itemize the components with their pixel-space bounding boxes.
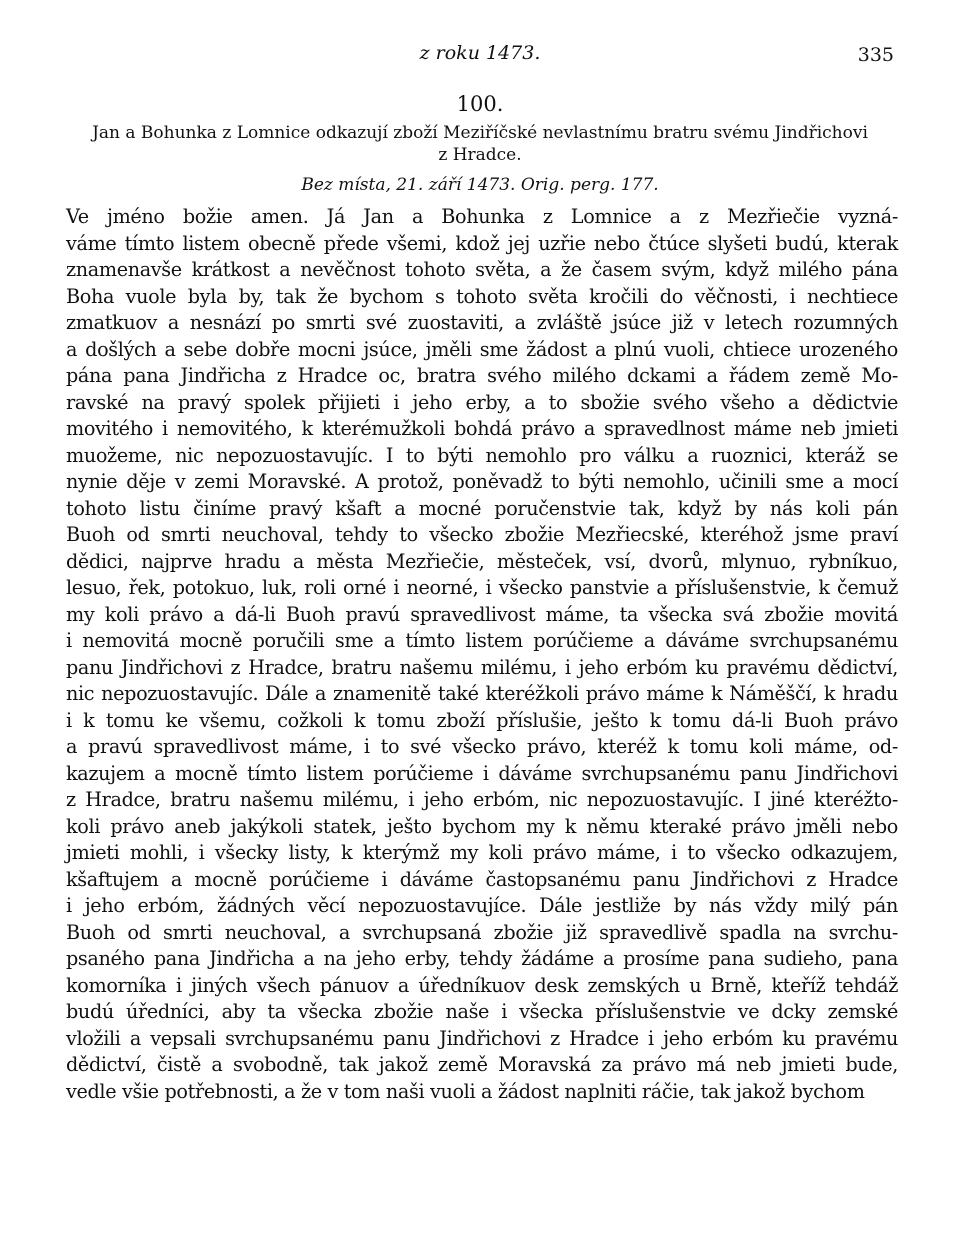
body-line: jmieti mohli, i všecky listy, k kterýmž my koli právo máme, i to všecko odkazujem,	[66, 841, 898, 864]
page-number: 335	[857, 44, 894, 66]
running-head	[66, 42, 894, 72]
body-line: nic nepozuostavujíc. Dále a znamenitě také kteréžkoli právo máme k Náměščí, k hradu	[66, 682, 898, 705]
body-line: movitého i nemovitého, k kterémužkoli bohdá právo a spravedlnost máme neb jmieti	[66, 417, 898, 440]
body-line: Buoh od smrti neuchoval, tehdy to všecko zbožie Mezřiecské, kteréhož jsme praví	[66, 523, 898, 546]
body-line: tohoto listu činíme pravý kšaft a mocné poručenstvie tak, když by nás koli pán	[66, 496, 898, 520]
body-line: koli právo aneb jakýkoli statek, ješto bychom my k němu kteraké právo jměli nebo	[66, 814, 898, 838]
body-line: a došlých a sebe dobře mocni jsúce, jměli sme žádost a plnú vuoli, chtiece urozeného	[66, 337, 898, 361]
body-line: vedle všie potřebnosti, a že v tom naši vuoli a žádost naplniti ráčie, tak jakož bychom	[66, 1079, 865, 1103]
body-line: dědictví, čistě a svobodně, tak jakož země Moravská za právo má neb jmieti bude,	[66, 1053, 898, 1076]
body-line: Boha vuole byla by, tak že bychom s tohoto světa kročili do věčnosti, i nechtiece	[66, 284, 898, 308]
body-line: i nemovitá mocně poručili sme a tímto listem porúčieme a dáváme svrchupsanému	[66, 629, 898, 652]
body-line: a pravú spravedlivost máme, i to své všecko právo, kteréž k tomu koli máme, od-	[66, 735, 898, 758]
body-line: vložili a vepsali svrchupsanému panu Jindřichovi z Hradce i jeho erbóm ku pravému	[66, 1026, 898, 1050]
body-line: i k tomu ke všemu, cožkoli k tomu zboží příslušie, ješto k tomu dá-li Buoh právo	[66, 708, 898, 732]
body-line: nynie děje v zemi Moravské. A protož, poněvadž to býti nemohlo, učinili sme a mocí	[66, 470, 898, 493]
body-line: z Hradce, bratru našemu milému, i jeho erbóm, nic nepozuostavujíc. I jiné kteréžto-	[66, 788, 898, 811]
body-line: dědici, najprve hradu a města Mezřiečie, městeček, vsí, dvorů, mlynuo, rybníkuo,	[66, 549, 898, 573]
body-line: kazujem a mocně tímto listem porúčieme i dáváme svrchupsanému panu Jindřichovi	[66, 761, 898, 785]
body-line: zmatkuov a nesnází po smrti své zuostaviti, a zvláště jsúce již v letech rozumných	[66, 311, 898, 334]
body-line: Ve jméno božie amen. Já Jan a Bohunka z Lomnice a z Mezřiečie vyzná-	[66, 205, 898, 228]
body-line: i jeho erbóm, žádných věcí nepozuostavujíce. Dále jestliže by nás vždy milý pán	[66, 894, 898, 917]
body-line: panu Jindřichovi z Hradce, bratru našemu milému, i jeho erbóm ku pravému dědictví,	[66, 655, 898, 679]
running-title: z roku 1473.	[419, 42, 541, 64]
document-heading	[66, 122, 894, 166]
body-line: budú úředníci, aby ta všecka zbožie naše i všecka příslušenstvie ve dcky zemské	[66, 1000, 898, 1023]
body-line: pána pana Jindřicha z Hradce oc, bratra svého milého dckami a řádem země Mo-	[66, 364, 898, 387]
heading-line: Jan a Bohunka z Lomnice odkazují zboží Meziříčské nevlastnímu bratru svému Jindřichovi	[92, 123, 868, 143]
body-line: znamenavše krátkost a nevěčnost tohoto světa, a že časem svým, když milého pána	[66, 258, 898, 281]
body-line: komorníka i jiných všech pánuov a úředníkuov desk zemských u Brně, kteříž tehdáž	[66, 973, 898, 997]
document-source-line: Bez místa, 21. září 1473. Orig. perg. 177.	[301, 175, 659, 195]
body-line: váme tímto listem obecně přede všemi, kdož jej uzřie nebo čtúce slyšeti budú, kterak	[66, 231, 898, 255]
body-line: ravské na pravý spolek přijieti i jeho erby, a to sbožie svého všeho a dědictvie	[66, 390, 898, 414]
body-line: psaného pana Jindřicha a na jeho erby, tehdy žádáme a prosíme pana sudieho, pana	[66, 947, 898, 970]
body-line: kšaftujem a mocně porúčieme i dáváme častopsanému panu Jindřichovi z Hradce	[66, 867, 898, 891]
document-number: 100.	[456, 92, 504, 116]
body-text	[66, 204, 898, 1105]
body-line: lesuo, řek, potokuo, luk, roli orné i neorné, i všecko panstvie a příslušenstvie, k čemuž	[66, 576, 898, 599]
body-line: muožeme, nic nepozuostavujíc. I to býti nemohlo pro válku a ruoznici, kteráž se	[66, 443, 898, 467]
body-line: Buoh od smrti neuchoval, a svrchupsaná zbožie již spravedlivě spadla na svrchu-	[66, 920, 898, 944]
body-line: my koli právo a dá-li Buoh pravú spravedlivost máme, ta všecka svá zbožie movitá	[66, 602, 898, 626]
heading-line: z Hradce.	[438, 145, 522, 165]
